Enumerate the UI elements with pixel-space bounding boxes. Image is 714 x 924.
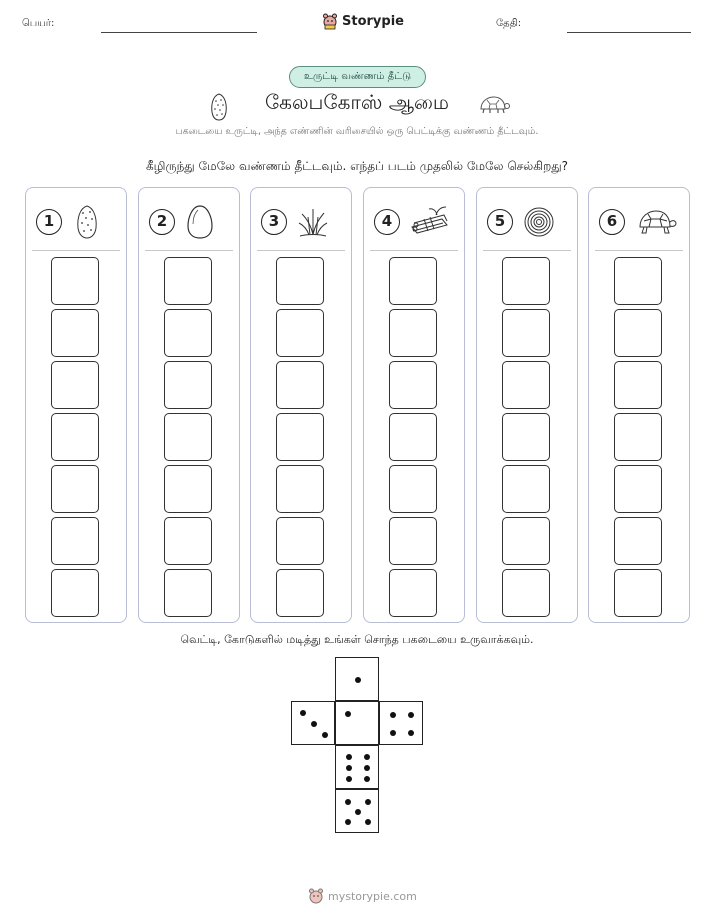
brand-logo — [322, 12, 404, 30]
storypie-mascot-icon — [322, 12, 338, 30]
color-box[interactable] — [614, 465, 662, 513]
date-label: தேதி: — [496, 18, 522, 29]
column-number: 3 — [261, 209, 287, 235]
color-box[interactable] — [51, 517, 99, 565]
column-4 — [363, 187, 465, 623]
color-box[interactable] — [389, 465, 437, 513]
column-number: 1 — [36, 209, 62, 235]
color-box[interactable] — [164, 569, 212, 617]
name-line[interactable] — [101, 32, 257, 33]
color-box[interactable] — [502, 465, 550, 513]
activity-badge: உருட்டி வண்ணம் தீட்டு — [289, 66, 426, 88]
color-box[interactable] — [51, 413, 99, 461]
cactus-icon — [72, 204, 102, 240]
color-box[interactable] — [164, 257, 212, 305]
color-box[interactable] — [276, 517, 324, 565]
dice-face-3 — [291, 701, 335, 745]
color-box[interactable] — [51, 309, 99, 357]
dice-face-5 — [335, 789, 379, 833]
column-number: 2 — [149, 209, 175, 235]
column-5 — [476, 187, 578, 623]
color-box[interactable] — [614, 309, 662, 357]
color-box[interactable] — [614, 569, 662, 617]
date-line[interactable] — [567, 32, 691, 33]
column-6 — [588, 187, 690, 623]
color-box[interactable] — [614, 413, 662, 461]
dice-face-1 — [335, 657, 379, 701]
color-box[interactable] — [51, 361, 99, 409]
color-box[interactable] — [276, 257, 324, 305]
column-number: 4 — [374, 209, 400, 235]
color-box[interactable] — [389, 517, 437, 565]
color-box[interactable] — [614, 517, 662, 565]
footer-url[interactable]: mystorypie.com — [328, 889, 417, 903]
color-box[interactable] — [502, 361, 550, 409]
color-box[interactable] — [502, 257, 550, 305]
color-box[interactable] — [164, 309, 212, 357]
dice-face-4 — [379, 701, 423, 745]
color-box[interactable] — [51, 465, 99, 513]
sugarcane-bundle-icon — [410, 205, 450, 239]
column-number: 5 — [487, 209, 513, 235]
color-box[interactable] — [276, 465, 324, 513]
color-box[interactable] — [276, 309, 324, 357]
grass-icon — [297, 205, 329, 239]
dice-instructions: வெட்டி, கோடுகளில் மடித்து உங்கள் சொந்த பகடையை உருவாக்கவும். — [180, 633, 534, 646]
turtle-icon — [476, 94, 510, 116]
color-box[interactable] — [164, 465, 212, 513]
color-box[interactable] — [276, 569, 324, 617]
page-title: கேலபகோஸ் ஆமை — [264, 90, 450, 114]
color-box[interactable] — [164, 361, 212, 409]
color-box[interactable] — [614, 257, 662, 305]
turtle-icon — [635, 207, 677, 237]
color-box[interactable] — [502, 569, 550, 617]
column-3 — [250, 187, 352, 623]
color-box[interactable] — [389, 413, 437, 461]
color-box[interactable] — [164, 413, 212, 461]
color-box[interactable] — [502, 413, 550, 461]
instructions-subtitle: பகடையை உருட்டி, அந்த எண்ணின் வரிசையில் ஒரு பெட்டிக்கு வண்ணம் தீட்டவும். — [175, 126, 539, 137]
dice-face-1 — [335, 701, 379, 745]
color-box[interactable] — [389, 257, 437, 305]
column-2 — [138, 187, 240, 623]
dice-face-6 — [335, 745, 379, 789]
color-box[interactable] — [51, 257, 99, 305]
brand-name: Storypie — [342, 13, 404, 29]
name-label: பெயர்: — [22, 18, 55, 29]
color-box[interactable] — [51, 569, 99, 617]
shell-spiral-icon — [523, 206, 555, 238]
color-box[interactable] — [276, 413, 324, 461]
egg-icon — [185, 204, 215, 240]
color-box[interactable] — [389, 361, 437, 409]
color-box[interactable] — [389, 309, 437, 357]
question-text: கீழிருந்து மேலே வண்ணம் தீட்டவும். எந்தப் படம் முதலில் மேலே செல்கிறது? — [145, 159, 569, 173]
column-number: 6 — [599, 209, 625, 235]
column-1 — [25, 187, 127, 623]
color-box[interactable] — [164, 517, 212, 565]
color-box[interactable] — [614, 361, 662, 409]
color-box[interactable] — [502, 309, 550, 357]
color-box[interactable] — [389, 569, 437, 617]
color-box[interactable] — [502, 517, 550, 565]
footer — [308, 887, 417, 905]
storypie-mascot-icon — [308, 887, 324, 905]
color-box[interactable] — [276, 361, 324, 409]
